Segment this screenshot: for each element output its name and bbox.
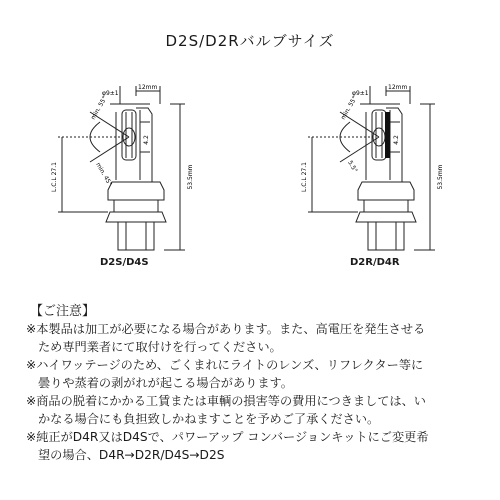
gap-label: 4.2 (393, 135, 400, 145)
notice-heading: 【ご注意】 (30, 304, 96, 319)
bulb-diagram-d2s (40, 82, 245, 267)
notice-line: かなる場合にも負担致しかねますことを予めご了承ください。 (38, 412, 380, 426)
angle-top-label: min. 55° (339, 95, 359, 121)
lcl-label: L.C.L 27.1 (301, 162, 308, 192)
width-label: 12mm (138, 84, 158, 91)
diameter-label: φ9±1 (352, 90, 369, 97)
length-label: 53.5mm (437, 164, 444, 190)
notice-line: ※純正がD4R又はD4Sで、パワーアップ コンバージョンキットにご変更希 (26, 430, 429, 444)
notice-list (26, 320, 486, 464)
notice-line: ※本製品は加工が必要になる場合があります。また、高電圧を発生させる (26, 322, 426, 336)
notice-line: 曇りや蒸着の剥がれが起こる場合があります。 (38, 376, 293, 390)
notice-line: ※商品の脱着にかかる工賃または車輌の損害等の費用につきましては、い (26, 394, 426, 408)
page-title: D2S/D2Rバルブサイズ (165, 32, 335, 50)
notice-line: ※ハイワッテージのため、ごくまれにライトのレンズ、リフレクター等に (26, 358, 424, 372)
angle-bottom-label: min. 45° (94, 161, 114, 188)
width-label: 12mm (388, 84, 408, 91)
shade-strip (385, 112, 390, 158)
diameter-label: φ9±1 (102, 90, 119, 97)
notice-line: 望の場合、D4R→D2R/D4S→D2S (38, 448, 225, 462)
gap-label: 4.2 (143, 135, 150, 145)
caption-d2s: D2S/D4S (100, 257, 149, 268)
caption-d2r: D2R/D4R (350, 257, 400, 268)
notice-line: ため専門業者にて取付けを行ってください。 (38, 340, 282, 354)
angle-top-label: min. 55° (89, 95, 109, 121)
bulb-diagram-d2r (290, 82, 495, 267)
angle-bottom-label: 5.5° (346, 159, 359, 174)
length-label: 53.5mm (187, 164, 194, 190)
lcl-label: L.C.L 27.1 (51, 162, 58, 192)
